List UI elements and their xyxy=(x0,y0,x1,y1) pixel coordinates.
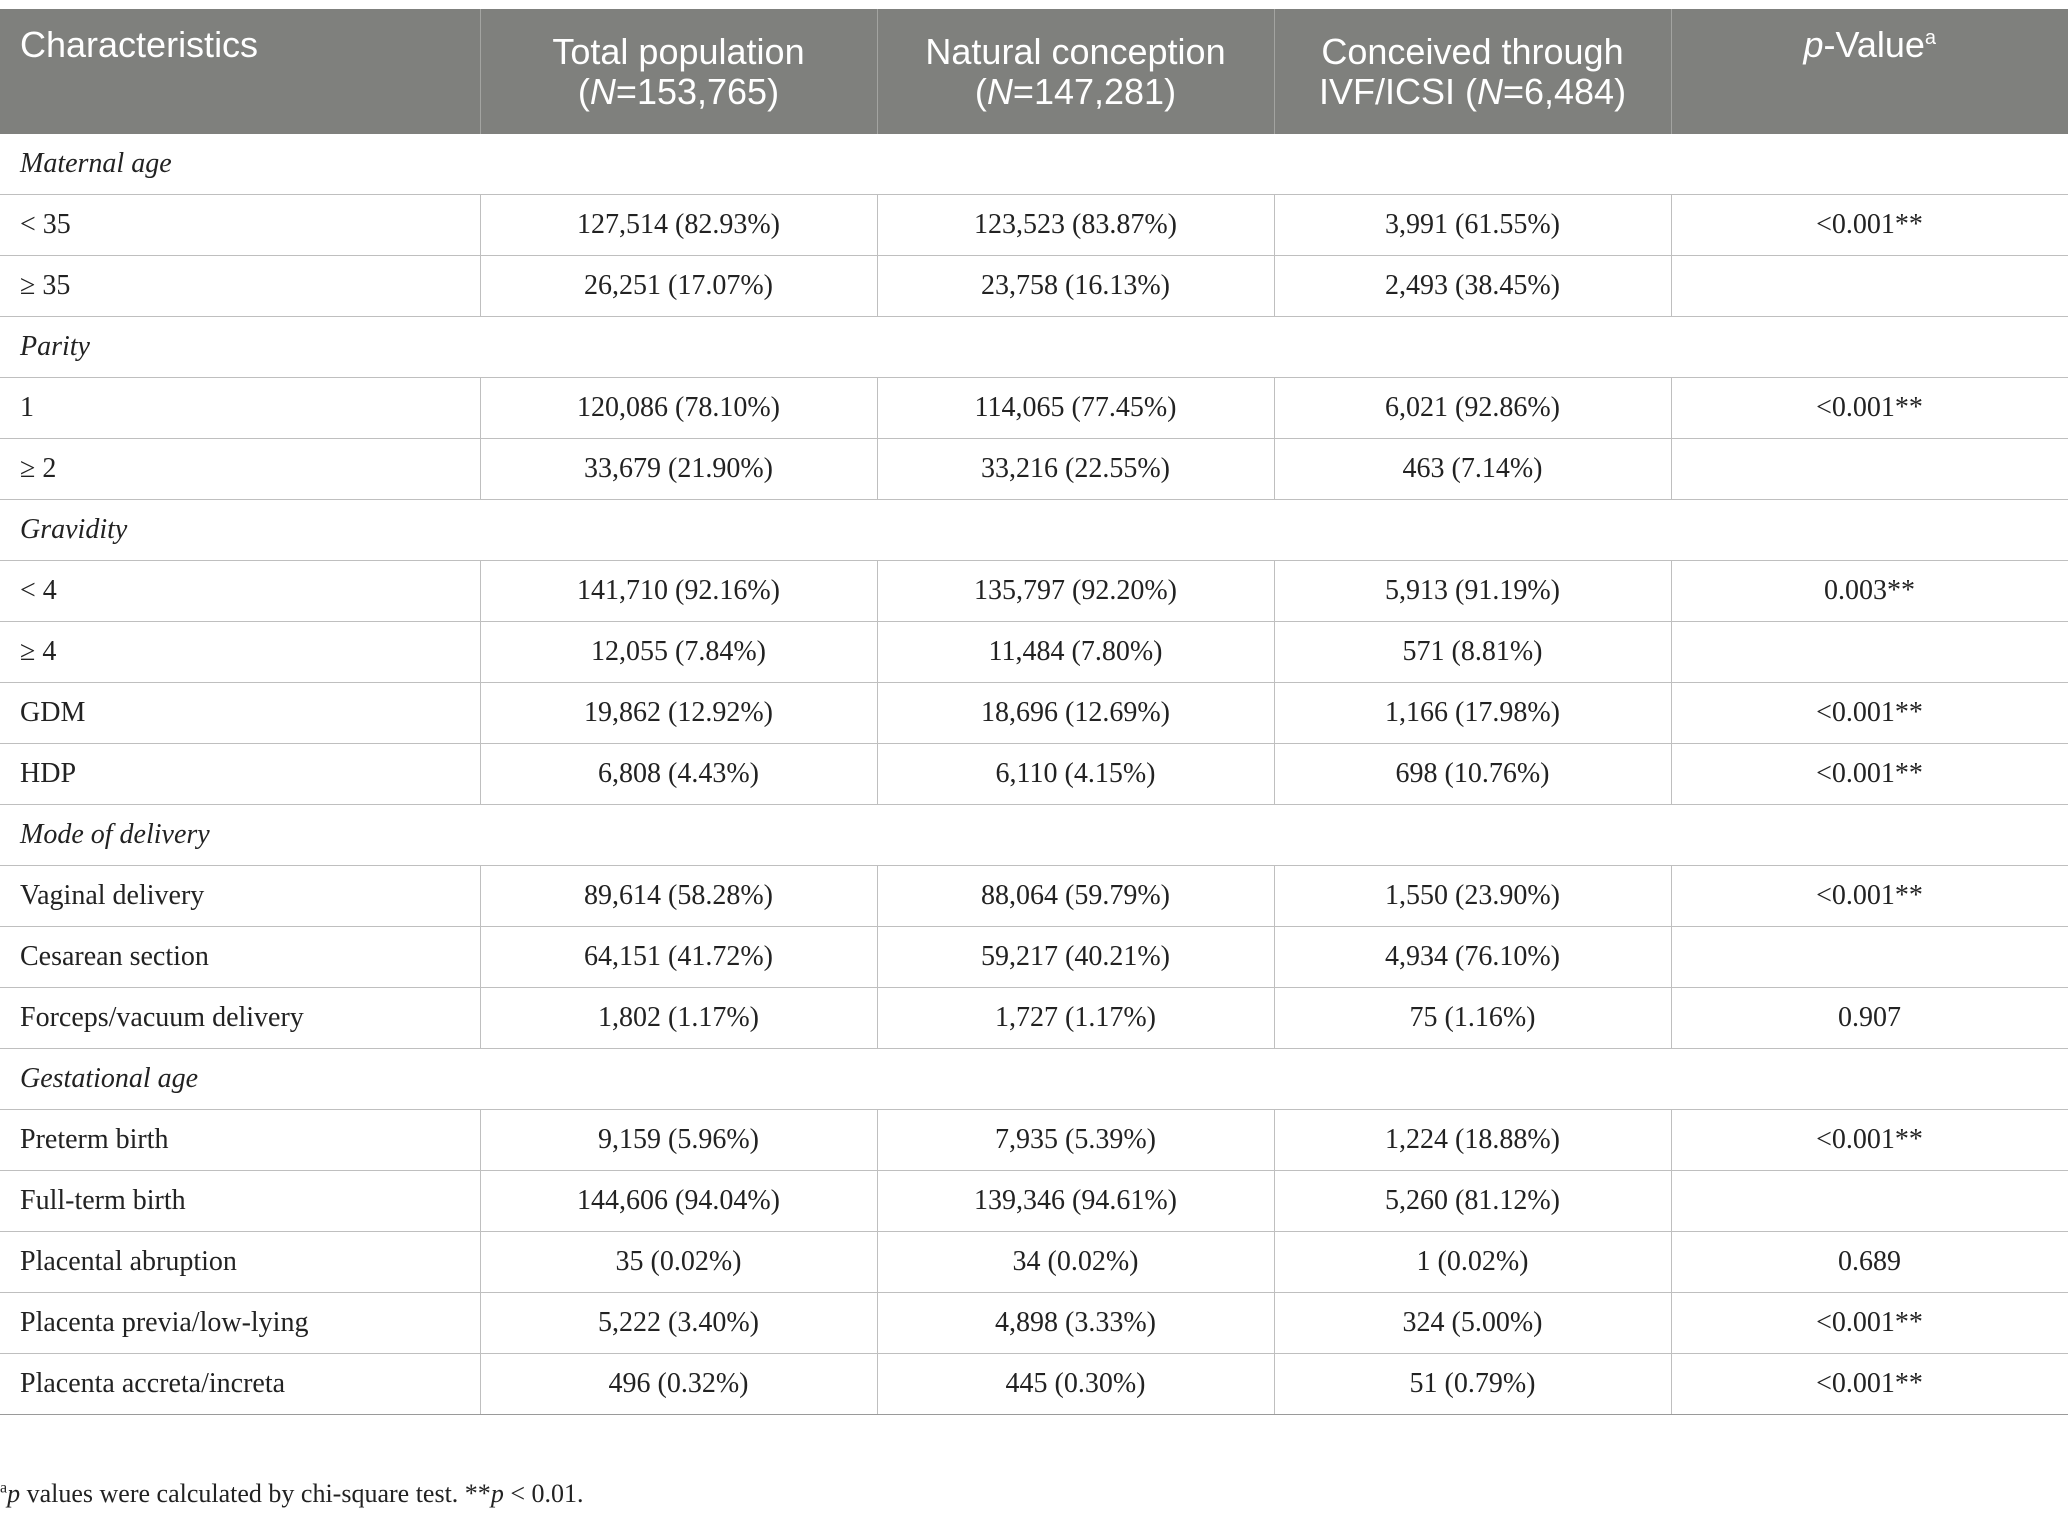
table-row xyxy=(0,744,2068,805)
ivf-icsi-cell: 51 (0.79%) xyxy=(1274,1354,1671,1415)
natural-conception-cell: 7,935 (5.39%) xyxy=(877,1110,1274,1171)
p-value-cell xyxy=(1671,1171,2068,1232)
natural-conception-cell: 18,696 (12.69%) xyxy=(877,683,1274,744)
total-population-cell: 26,251 (17.07%) xyxy=(480,256,877,317)
ivf-icsi-cell: 4,934 (76.10%) xyxy=(1274,927,1671,988)
natural-conception-cell: 6,110 (4.15%) xyxy=(877,744,1274,805)
footnote-mark: a xyxy=(0,1479,8,1497)
header-ivf-icsi xyxy=(1274,9,1671,134)
header-ivf-n-letter: N xyxy=(1476,70,1503,112)
section-header-row xyxy=(0,1049,2068,1110)
total-population-cell: 5,222 (3.40%) xyxy=(480,1293,877,1354)
p-value-cell xyxy=(1671,927,2068,988)
table-row xyxy=(0,927,2068,988)
footnote-p2: p xyxy=(490,1479,504,1508)
total-population-cell: 120,086 (78.10%) xyxy=(480,378,877,439)
natural-conception-cell: 4,898 (3.33%) xyxy=(877,1293,1274,1354)
footnote-p1: p xyxy=(7,1479,21,1508)
section-label: Mode of delivery xyxy=(0,805,2068,866)
p-value-cell: <0.001** xyxy=(1671,866,2068,927)
header-ivf-line1: Conceived through xyxy=(1321,30,1624,72)
section-label: Maternal age xyxy=(0,134,2068,195)
p-value-cell xyxy=(1671,622,2068,683)
table-footnote xyxy=(0,1479,583,1509)
ivf-icsi-cell: 1,224 (18.88%) xyxy=(1274,1110,1671,1171)
header-ivf-line2: IVF/ICSI ( xyxy=(1318,70,1477,112)
table-header xyxy=(0,9,2068,134)
table-row xyxy=(0,1232,2068,1293)
section-label: Parity xyxy=(0,317,2068,378)
total-population-cell: 141,710 (92.16%) xyxy=(480,561,877,622)
row-label-cell: Forceps/vacuum delivery xyxy=(0,988,480,1049)
table-container xyxy=(0,9,2068,1415)
p-value-cell: <0.001** xyxy=(1671,1293,2068,1354)
total-population-cell: 33,679 (21.90%) xyxy=(480,439,877,500)
row-label-cell: ≥ 2 xyxy=(0,439,480,500)
header-total-population xyxy=(480,9,877,134)
footnote-text1: values were calculated by chi-square test. ** xyxy=(20,1479,491,1508)
section-header-row xyxy=(0,317,2068,378)
total-population-cell: 64,151 (41.72%) xyxy=(480,927,877,988)
ivf-icsi-cell: 3,991 (61.55%) xyxy=(1274,195,1671,256)
header-total-open-paren: ( xyxy=(577,70,590,112)
section-label: Gestational age xyxy=(0,1049,2068,1110)
header-natural-open-paren: ( xyxy=(974,70,987,112)
ivf-icsi-cell: 1 (0.02%) xyxy=(1274,1232,1671,1293)
section-header-row xyxy=(0,805,2068,866)
p-value-cell: <0.001** xyxy=(1671,683,2068,744)
natural-conception-cell: 23,758 (16.13%) xyxy=(877,256,1274,317)
row-label-cell: Preterm birth xyxy=(0,1110,480,1171)
row-label-cell: GDM xyxy=(0,683,480,744)
total-population-cell: 1,802 (1.17%) xyxy=(480,988,877,1049)
header-natural-conception xyxy=(877,9,1274,134)
total-population-cell: 496 (0.32%) xyxy=(480,1354,877,1415)
table-row xyxy=(0,622,2068,683)
total-population-cell: 6,808 (4.43%) xyxy=(480,744,877,805)
natural-conception-cell: 139,346 (94.61%) xyxy=(877,1171,1274,1232)
table-body xyxy=(0,134,2068,1415)
total-population-cell: 35 (0.02%) xyxy=(480,1232,877,1293)
footnote-text2: < 0.01. xyxy=(503,1479,584,1508)
table-row xyxy=(0,988,2068,1049)
ivf-icsi-cell: 463 (7.14%) xyxy=(1274,439,1671,500)
natural-conception-cell: 34 (0.02%) xyxy=(877,1232,1274,1293)
header-total-line1: Total population xyxy=(552,30,805,72)
p-value-cell: <0.001** xyxy=(1671,1354,2068,1415)
row-label-cell: Placental abruption xyxy=(0,1232,480,1293)
p-value-cell xyxy=(1671,439,2068,500)
p-value-cell: <0.001** xyxy=(1671,195,2068,256)
natural-conception-cell: 114,065 (77.45%) xyxy=(877,378,1274,439)
row-label-cell: HDP xyxy=(0,744,480,805)
table-row xyxy=(0,1171,2068,1232)
natural-conception-cell: 123,523 (83.87%) xyxy=(877,195,1274,256)
ivf-icsi-cell: 6,021 (92.86%) xyxy=(1274,378,1671,439)
total-population-cell: 89,614 (58.28%) xyxy=(480,866,877,927)
table-row xyxy=(0,1110,2068,1171)
table-row xyxy=(0,1293,2068,1354)
natural-conception-cell: 135,797 (92.20%) xyxy=(877,561,1274,622)
natural-conception-cell: 1,727 (1.17%) xyxy=(877,988,1274,1049)
ivf-icsi-cell: 2,493 (38.45%) xyxy=(1274,256,1671,317)
table-row xyxy=(0,256,2068,317)
ivf-icsi-cell: 1,550 (23.90%) xyxy=(1274,866,1671,927)
header-ivf-n: =6,484) xyxy=(1502,70,1627,112)
ivf-icsi-cell: 5,260 (81.12%) xyxy=(1274,1171,1671,1232)
header-row xyxy=(0,9,2068,134)
row-label-cell: Cesarean section xyxy=(0,927,480,988)
header-p-footnote-mark: a xyxy=(1924,27,1937,49)
section-header-row xyxy=(0,134,2068,195)
ivf-icsi-cell: 5,913 (91.19%) xyxy=(1274,561,1671,622)
ivf-icsi-cell: 75 (1.16%) xyxy=(1274,988,1671,1049)
header-p-rest: -Value xyxy=(1823,24,1925,65)
header-total-n-letter: N xyxy=(589,70,616,112)
total-population-cell: 9,159 (5.96%) xyxy=(480,1110,877,1171)
table-row xyxy=(0,1354,2068,1415)
header-natural-n: =147,281) xyxy=(1012,70,1177,112)
natural-conception-cell: 445 (0.30%) xyxy=(877,1354,1274,1415)
p-value-cell xyxy=(1671,256,2068,317)
characteristics-table xyxy=(0,9,2068,1415)
header-total-n: =153,765) xyxy=(615,70,780,112)
row-label-cell: Placenta previa/low-lying xyxy=(0,1293,480,1354)
total-population-cell: 12,055 (7.84%) xyxy=(480,622,877,683)
table-row xyxy=(0,561,2068,622)
ivf-icsi-cell: 571 (8.81%) xyxy=(1274,622,1671,683)
row-label-cell: ≥ 4 xyxy=(0,622,480,683)
total-population-cell: 127,514 (82.93%) xyxy=(480,195,877,256)
header-characteristics xyxy=(0,9,480,134)
natural-conception-cell: 11,484 (7.80%) xyxy=(877,622,1274,683)
section-label: Gravidity xyxy=(0,500,2068,561)
table-row xyxy=(0,683,2068,744)
row-label-cell: 1 xyxy=(0,378,480,439)
p-value-cell: <0.001** xyxy=(1671,744,2068,805)
row-label-cell: < 35 xyxy=(0,195,480,256)
row-label-cell: Vaginal delivery xyxy=(0,866,480,927)
ivf-icsi-cell: 698 (10.76%) xyxy=(1274,744,1671,805)
total-population-cell: 144,606 (94.04%) xyxy=(480,1171,877,1232)
p-value-cell: 0.907 xyxy=(1671,988,2068,1049)
p-value-cell: 0.689 xyxy=(1671,1232,2068,1293)
ivf-icsi-cell: 1,166 (17.98%) xyxy=(1274,683,1671,744)
p-value-cell: 0.003** xyxy=(1671,561,2068,622)
table-row xyxy=(0,195,2068,256)
p-value-cell: <0.001** xyxy=(1671,378,2068,439)
natural-conception-cell: 33,216 (22.55%) xyxy=(877,439,1274,500)
header-natural-n-letter: N xyxy=(986,70,1013,112)
natural-conception-cell: 59,217 (40.21%) xyxy=(877,927,1274,988)
natural-conception-cell: 88,064 (59.79%) xyxy=(877,866,1274,927)
table-row xyxy=(0,378,2068,439)
total-population-cell: 19,862 (12.92%) xyxy=(480,683,877,744)
table-row xyxy=(0,439,2068,500)
row-label-cell: Full-term birth xyxy=(0,1171,480,1232)
p-value-cell: <0.001** xyxy=(1671,1110,2068,1171)
header-p-value xyxy=(1671,9,2068,134)
row-label-cell: Placenta accreta/increta xyxy=(0,1354,480,1415)
header-p-letter: p xyxy=(1803,24,1824,65)
section-header-row xyxy=(0,500,2068,561)
header-natural-line1: Natural conception xyxy=(925,30,1226,72)
ivf-icsi-cell: 324 (5.00%) xyxy=(1274,1293,1671,1354)
row-label-cell: < 4 xyxy=(0,561,480,622)
row-label-cell: ≥ 35 xyxy=(0,256,480,317)
header-characteristics-text: Characteristics xyxy=(20,24,259,65)
table-row xyxy=(0,866,2068,927)
